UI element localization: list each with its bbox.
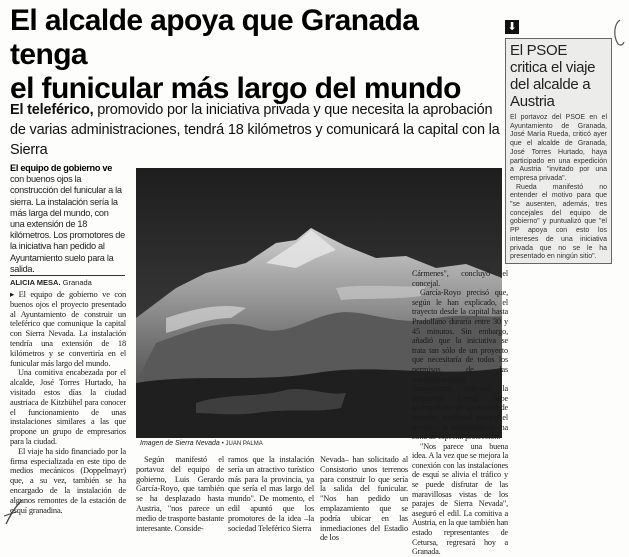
body-paragraph: El viaje ha sido financiado por la firma especializada en este tipo de medios mecánicos (Doppelmayr) que, a su vez, también se ha encargado de la instalación de algunos remontes de la estación de esquí granadina.: [10, 446, 126, 515]
body-paragraph: "Nos parece una buena idea. A la vez que se mejora la conexión con las instalaciones de esquí se alivia el tráfico y se puede disfrutar de las maravillosas vistas de los parajes de Sierra Nevada", aseguró el edil. La comitiva a Austria, en la que también han estado representantes de Cetursa, regresará hoy a Granada.: [412, 441, 508, 557]
body-column-2: [136, 455, 224, 533]
headline-line-1: El alcalde apoya que Granada tenga: [10, 4, 419, 71]
body-paragraph: Según manifestó el portavoz del equipo de gobierno, Luis Gerardo García-Royo, que también se ha desplazado hasta Austria, "nos parece un medio de trasporte bastante interesante. Conside-: [136, 455, 224, 533]
photo-credit: • JUAN PALMA: [221, 441, 263, 447]
sidebar-paragraph: El portavoz del PSOE en el Ayuntamiento de Granada, José María Rueda, criticó ayer que el alcalde de Granada, José Torres Hurtado, haya participado en una expedición a Austria "invitado por una empresa privada".: [510, 114, 607, 182]
body-paragraph: García-Royo precisó que, según le han explicado, el trayecto desde la capital hasta Pradollano duraría entre 30 y 45 minutos. Sin embargo, añadió que la iniciativa se trata tan sólo de un proyecto que necesitaría de todos los permisos de las administraciones competentes. Además, la propuesta formal debe acompañarse de un estudio de impacto ambiental porque el proyecto se emplazaría en una zona de especial protección.: [412, 288, 508, 442]
subheadline-bold: El teleférico,: [10, 102, 94, 118]
sidebar-body: [510, 114, 607, 262]
body-paragraph: ▸ El equipo de gobierno ve con buenos ojos el proyecto presentado al Ayuntamiento de construir un teleférico que comunique la capital con Sierra Nevada. La instalación tendría una extensión de 18 kilómetros y se convertiría en el funicular más largo del mundo.: [10, 290, 126, 368]
subheadline: [10, 100, 502, 160]
byline-place: Granada: [62, 278, 92, 287]
body-paragraph: ramos que la instalación sería un atractivo turístico más para la provincia, ya que sería el mas largo del mundo". De momento, el edil apuntó que los promotores de la idea –la sociedad Teleférico Sierra: [228, 455, 314, 533]
body-paragraph: Una comitiva encabezada por el alcalde, José Torres Hurtado, ha visitado estos días la ciudad austriaca de Kitzbühel para conocer el funcionamiento de unas instalaciones similares a las que propone un grupo de empresarios para la ciudad.: [10, 368, 126, 446]
body-paragraph: Nevada– han solicitado al Consistorio unos terrenos para construir lo que sería la salida del funicular. "Nos han pedido un emplazamiento que se podría ubicar en las inmediaciones del Estadio de los: [320, 455, 408, 543]
lead-text: con buenos ojos la construcción del funicular a la sierra. La instalación sería la más larga del mundo, con una extensión de 18 kilómetros. Los promotores de la iniciativa han pedido al Ayuntamiento suelo para la salida.: [10, 174, 125, 274]
caption-text: Imagen de Sierra Nevada: [140, 440, 220, 447]
body-column-4: [320, 455, 408, 543]
down-arrow-icon: ⬇: [505, 20, 519, 34]
headline: [10, 4, 498, 106]
sidebar-box: [505, 38, 612, 264]
sidebar-paragraph: Rueda manifestó no entender el motivo para que "se ausenten, además, tres concejales del equipo de gobierno" y puntualizó que "el PP apoya con esto los intereses de una iniciativa privada que no se le ha presentado en ningún sitio".: [510, 183, 607, 261]
handwritten-mark-icon: [2, 498, 28, 526]
byline: [10, 275, 125, 287]
subheadline-text: promovido por la iniciativa privada y que necesita la aprobación de varias administraciones, tendrá 18 kilómetros y comunicará la capital con la Sierra: [10, 102, 500, 158]
byline-author: ALICIA MESA.: [10, 278, 61, 287]
body-column-3: [228, 455, 314, 533]
body-column-5: [412, 269, 508, 557]
headline-line-2: el funicular más largo del mundo: [10, 72, 461, 105]
handwritten-mark-icon: [612, 18, 626, 48]
sidebar-title: El PSOE critica el viaje del alcalde a Austria: [510, 42, 596, 110]
lead-paragraph: [10, 163, 125, 275]
body-paragraph: Cármenes", concluyó el concejal.: [412, 269, 508, 288]
lead-bold: El equipo de gobierno ve: [10, 163, 113, 173]
body-column-1: [10, 290, 126, 515]
